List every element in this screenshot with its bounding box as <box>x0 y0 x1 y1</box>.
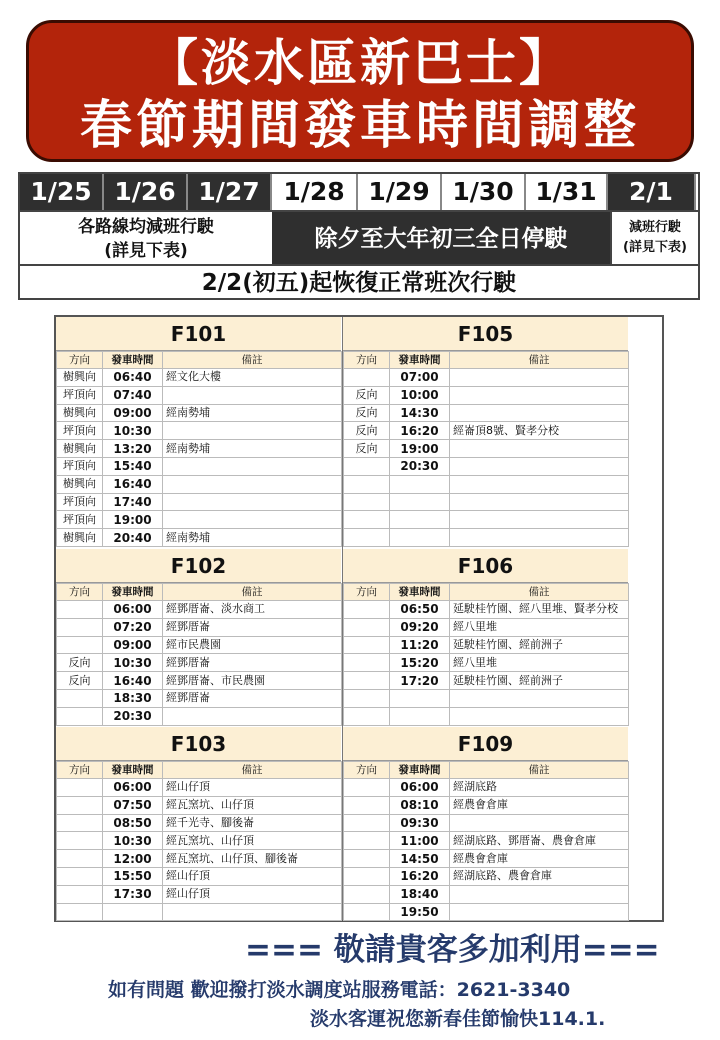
time-cell <box>103 903 163 921</box>
time-cell: 07:50 <box>103 796 163 814</box>
table-row <box>344 903 629 921</box>
note-cell <box>450 404 629 422</box>
time-cell: 11:00 <box>390 832 450 850</box>
date-cell: 1/26 <box>104 174 188 210</box>
direction-cell <box>57 885 103 903</box>
table-row <box>57 457 342 475</box>
time-cell <box>390 707 450 725</box>
column-header: 方向 <box>344 762 390 779</box>
route-name: F102 <box>56 549 341 583</box>
note-cell <box>163 386 342 404</box>
note-cell: 延駛桂竹園、經前洲子 <box>450 672 629 690</box>
time-cell: 19:00 <box>390 440 450 458</box>
direction-cell: 樹興向 <box>57 369 103 387</box>
table-row <box>57 672 342 690</box>
note-cell: 經鄧厝崙 <box>163 654 342 672</box>
column-header: 發車時間 <box>103 762 163 779</box>
note-cell: 經南勢埔 <box>163 529 342 547</box>
note-cell: 經湖底路 <box>450 779 629 797</box>
direction-cell: 樹興向 <box>57 529 103 547</box>
time-cell: 15:40 <box>103 457 163 475</box>
direction-cell <box>57 779 103 797</box>
note-cell <box>163 903 342 921</box>
time-cell: 16:40 <box>103 475 163 493</box>
table-row <box>57 636 342 654</box>
direction-cell: 坪頂向 <box>57 457 103 475</box>
route-name: F105 <box>343 317 628 351</box>
time-cell: 17:30 <box>103 885 163 903</box>
direction-cell <box>344 618 390 636</box>
table-row <box>344 672 629 690</box>
note-cell: 經農會倉庫 <box>450 850 629 868</box>
direction-cell <box>344 529 390 547</box>
table-row <box>57 404 342 422</box>
direction-cell: 反向 <box>57 654 103 672</box>
date-cell: 1/30 <box>442 174 526 210</box>
title-banner <box>26 20 694 162</box>
date-cell: 1/25 <box>20 174 104 210</box>
note-cell <box>450 386 629 404</box>
time-cell: 13:20 <box>103 440 163 458</box>
direction-cell: 反向 <box>57 672 103 690</box>
direction-cell <box>57 903 103 921</box>
note-cell <box>450 369 629 387</box>
table-row <box>344 457 629 475</box>
table-row <box>57 796 342 814</box>
time-cell <box>390 475 450 493</box>
note-cell <box>450 529 629 547</box>
direction-cell: 反向 <box>344 386 390 404</box>
direction-cell <box>344 654 390 672</box>
timetable <box>56 761 342 921</box>
note-cell <box>450 814 629 832</box>
column-header: 方向 <box>344 352 390 369</box>
table-row <box>344 850 629 868</box>
note-cell: 經瓦窯坑、山仔頂 <box>163 832 342 850</box>
direction-cell <box>344 369 390 387</box>
column-header: 備註 <box>163 584 342 601</box>
table-row <box>344 832 629 850</box>
direction-cell <box>344 779 390 797</box>
suspended-note: 除夕至大年初三全日停駛 <box>272 210 610 264</box>
direction-cell: 坪頂向 <box>57 422 103 440</box>
column-header: 備註 <box>163 352 342 369</box>
table-row <box>344 511 629 529</box>
direction-cell <box>57 618 103 636</box>
time-cell: 14:30 <box>390 404 450 422</box>
direction-cell <box>344 814 390 832</box>
time-cell: 20:30 <box>390 457 450 475</box>
table-row <box>344 885 629 903</box>
date-cell: 1/31 <box>526 174 608 210</box>
note-cell <box>163 707 342 725</box>
date-cell: 1/29 <box>358 174 442 210</box>
feb1-line1: 減班行駛 <box>628 220 681 235</box>
table-row <box>344 529 629 547</box>
column-header: 備註 <box>450 352 629 369</box>
column-header: 備註 <box>450 584 629 601</box>
table-row <box>344 618 629 636</box>
direction-cell <box>57 636 103 654</box>
column-header: 方向 <box>57 584 103 601</box>
time-cell: 09:30 <box>390 814 450 832</box>
note-cell <box>163 493 342 511</box>
direction-cell <box>344 903 390 921</box>
date-cell: 2/1 <box>608 174 696 210</box>
time-cell: 06:40 <box>103 369 163 387</box>
direction-cell: 樹興向 <box>57 475 103 493</box>
note-cell <box>450 493 629 511</box>
note-cell <box>450 903 629 921</box>
note-cell: 經山仔頂 <box>163 885 342 903</box>
direction-cell: 樹興向 <box>57 404 103 422</box>
table-row <box>57 618 342 636</box>
table-row <box>344 814 629 832</box>
table-row <box>344 779 629 797</box>
time-cell: 07:00 <box>390 369 450 387</box>
table-row <box>57 885 342 903</box>
note-cell <box>450 440 629 458</box>
column-header: 方向 <box>57 352 103 369</box>
table-row <box>344 601 629 619</box>
column-header: 發車時間 <box>103 352 163 369</box>
table-row <box>344 493 629 511</box>
direction-cell <box>344 832 390 850</box>
note-cell: 經山仔頂 <box>163 779 342 797</box>
greeting-line: 淡水客運祝您新春佳節愉快114.1. <box>310 1008 606 1030</box>
time-cell: 18:40 <box>390 885 450 903</box>
note-cell <box>450 511 629 529</box>
note-cell: 延駛桂竹園、經前洲子 <box>450 636 629 654</box>
reduced-service-note <box>20 210 272 264</box>
direction-cell <box>57 796 103 814</box>
time-cell: 07:20 <box>103 618 163 636</box>
route-panel <box>343 549 628 726</box>
direction-cell: 反向 <box>344 404 390 422</box>
direction-cell <box>344 672 390 690</box>
column-header: 發車時間 <box>390 352 450 369</box>
table-row <box>57 850 342 868</box>
note-cell: 經鄧厝崙、市民農園 <box>163 672 342 690</box>
table-row <box>57 422 342 440</box>
table-row <box>57 369 342 387</box>
route-panel <box>343 727 628 921</box>
table-row <box>344 654 629 672</box>
note-cell <box>450 475 629 493</box>
note-cell: 經瓦窯坑、山仔頂、腳後崙 <box>163 850 342 868</box>
table-row <box>57 386 342 404</box>
time-cell: 16:40 <box>103 672 163 690</box>
time-cell: 10:30 <box>103 832 163 850</box>
direction-cell <box>344 636 390 654</box>
direction-cell <box>57 814 103 832</box>
note-cell: 經崙頂8號、賢孝分校 <box>450 422 629 440</box>
direction-cell <box>57 832 103 850</box>
route-name: F109 <box>343 727 628 761</box>
note-cell: 經八里堆 <box>450 654 629 672</box>
direction-cell <box>344 689 390 707</box>
table-row <box>57 601 342 619</box>
note-cell: 經南勢埔 <box>163 404 342 422</box>
column-header: 發車時間 <box>103 584 163 601</box>
column-header: 方向 <box>344 584 390 601</box>
table-row <box>344 636 629 654</box>
direction-cell <box>344 707 390 725</box>
contact-line: 如有問題 歡迎撥打淡水調度站服務電話：2621-3340 <box>108 979 571 1001</box>
note-cell: 經市民農園 <box>163 636 342 654</box>
column-header: 備註 <box>450 762 629 779</box>
direction-cell: 反向 <box>344 422 390 440</box>
route-name: F106 <box>343 549 628 583</box>
table-row <box>57 903 342 921</box>
time-cell: 18:30 <box>103 689 163 707</box>
time-cell: 15:50 <box>103 867 163 885</box>
time-cell: 16:20 <box>390 867 450 885</box>
reduced-line2: (詳見下表) <box>104 241 188 261</box>
note-cell: 經八里堆 <box>450 618 629 636</box>
date-cell: 1/28 <box>272 174 358 210</box>
timetable <box>343 761 629 921</box>
direction-cell: 反向 <box>344 440 390 458</box>
route-panel <box>343 317 628 547</box>
time-cell: 08:50 <box>103 814 163 832</box>
time-cell: 20:30 <box>103 707 163 725</box>
title-line2: 春節期間發車時間調整 <box>79 96 640 156</box>
column-header: 備註 <box>163 762 342 779</box>
direction-cell <box>57 850 103 868</box>
time-cell: 11:20 <box>390 636 450 654</box>
note-cell: 經瓦窯坑、山仔頂 <box>163 796 342 814</box>
note-cell: 經鄧厝崙 <box>163 618 342 636</box>
table-row <box>344 867 629 885</box>
table-row <box>57 707 342 725</box>
note-cell: 經文化大樓 <box>163 369 342 387</box>
note-cell: 經千光寺、腳後崙 <box>163 814 342 832</box>
route-name: F103 <box>56 727 341 761</box>
time-cell: 15:20 <box>390 654 450 672</box>
note-cell: 經鄧厝崙 <box>163 689 342 707</box>
time-cell: 06:50 <box>390 601 450 619</box>
time-cell: 19:50 <box>390 903 450 921</box>
direction-cell <box>344 867 390 885</box>
table-row <box>57 689 342 707</box>
time-cell: 08:10 <box>390 796 450 814</box>
direction-cell: 坪頂向 <box>57 386 103 404</box>
table-row <box>344 796 629 814</box>
table-row <box>57 511 342 529</box>
table-row <box>57 832 342 850</box>
note-cell <box>450 885 629 903</box>
column-header: 發車時間 <box>390 584 450 601</box>
table-row <box>344 369 629 387</box>
direction-cell: 坪頂向 <box>57 493 103 511</box>
slogan: === 敬請貴客多加利用=== <box>245 932 660 968</box>
time-cell: 06:00 <box>390 779 450 797</box>
time-cell: 17:20 <box>390 672 450 690</box>
time-cell: 06:00 <box>103 601 163 619</box>
time-cell: 09:20 <box>390 618 450 636</box>
feb1-line2: (詳見下表) <box>623 240 687 255</box>
date-cell: 1/27 <box>188 174 272 210</box>
route-panel <box>56 727 341 921</box>
timetable <box>343 583 629 726</box>
time-cell: 10:30 <box>103 422 163 440</box>
note-cell: 經農會倉庫 <box>450 796 629 814</box>
note-cell <box>450 707 629 725</box>
note-cell: 經南勢埔 <box>163 440 342 458</box>
time-cell: 07:40 <box>103 386 163 404</box>
time-cell <box>390 493 450 511</box>
direction-cell <box>344 850 390 868</box>
direction-cell <box>344 475 390 493</box>
time-cell <box>390 511 450 529</box>
schedule-grid <box>54 315 664 922</box>
route-panel <box>56 549 341 726</box>
time-cell: 09:00 <box>103 636 163 654</box>
timetable <box>343 351 629 547</box>
direction-cell: 坪頂向 <box>57 511 103 529</box>
time-cell: 20:40 <box>103 529 163 547</box>
time-cell <box>390 689 450 707</box>
route-name: F101 <box>56 317 341 351</box>
column-header: 發車時間 <box>390 762 450 779</box>
time-cell: 17:40 <box>103 493 163 511</box>
table-row <box>57 493 342 511</box>
table-row <box>344 689 629 707</box>
table-row <box>57 814 342 832</box>
time-cell: 09:00 <box>103 404 163 422</box>
note-cell <box>450 689 629 707</box>
note-cell: 經湖底路、農會倉庫 <box>450 867 629 885</box>
note-cell <box>163 511 342 529</box>
direction-cell <box>344 885 390 903</box>
note-cell <box>163 457 342 475</box>
date-bar <box>18 172 700 300</box>
table-row <box>344 707 629 725</box>
time-cell: 10:30 <box>103 654 163 672</box>
note-cell: 延駛桂竹園、經八里堆、賢孝分校 <box>450 601 629 619</box>
time-cell: 19:00 <box>103 511 163 529</box>
direction-cell <box>344 493 390 511</box>
route-panel <box>56 317 341 547</box>
title-line1: 【淡水區新巴士】 <box>148 34 572 92</box>
table-row <box>57 779 342 797</box>
note-cell <box>163 422 342 440</box>
table-row <box>344 475 629 493</box>
reduced-line1: 各路線均減班行駛 <box>78 217 214 237</box>
time-cell: 12:00 <box>103 850 163 868</box>
table-row <box>344 422 629 440</box>
direction-cell <box>57 707 103 725</box>
note-cell: 經鄧厝崙、淡水商工 <box>163 601 342 619</box>
note-cell <box>450 457 629 475</box>
direction-cell <box>344 457 390 475</box>
time-cell <box>390 529 450 547</box>
direction-cell <box>57 689 103 707</box>
note-cell: 經山仔頂 <box>163 867 342 885</box>
direction-cell <box>57 867 103 885</box>
table-row <box>344 386 629 404</box>
table-row <box>57 529 342 547</box>
direction-cell: 樹興向 <box>57 440 103 458</box>
time-cell: 06:00 <box>103 779 163 797</box>
table-row <box>344 440 629 458</box>
direction-cell <box>344 796 390 814</box>
table-row <box>57 654 342 672</box>
time-cell: 16:20 <box>390 422 450 440</box>
timetable <box>56 583 342 726</box>
direction-cell <box>344 601 390 619</box>
table-row <box>57 867 342 885</box>
timetable <box>56 351 342 547</box>
note-cell: 經湖底路、鄧厝崙、農會倉庫 <box>450 832 629 850</box>
feb1-note <box>610 210 698 264</box>
resume-note: 2/2(初五)起恢復正常班次行駛 <box>20 264 698 298</box>
direction-cell <box>57 601 103 619</box>
table-row <box>57 475 342 493</box>
time-cell: 14:50 <box>390 850 450 868</box>
table-row <box>57 440 342 458</box>
table-row <box>344 404 629 422</box>
direction-cell <box>344 511 390 529</box>
column-header: 方向 <box>57 762 103 779</box>
time-cell: 10:00 <box>390 386 450 404</box>
note-cell <box>163 475 342 493</box>
